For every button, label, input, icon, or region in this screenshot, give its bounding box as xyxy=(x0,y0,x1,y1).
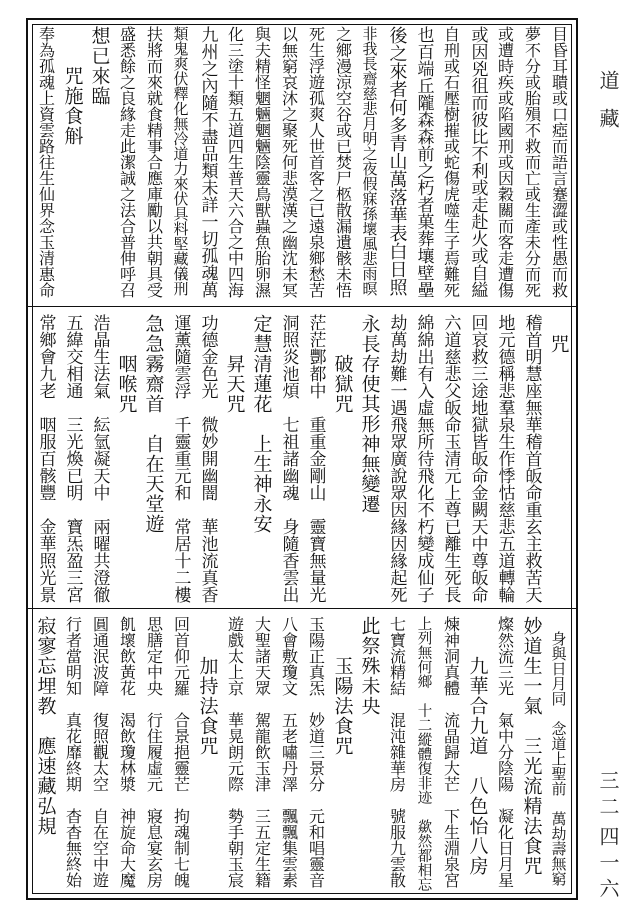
text-column: 永長存使其形神無變遷 xyxy=(358,314,381,514)
text-column: 回哀救三途地獄皆皈命金闕天中尊皈命 xyxy=(467,314,488,603)
canon-title: 藏 xyxy=(596,108,620,134)
text-column: 咒施食斛 xyxy=(61,26,84,146)
text-section-3 xyxy=(32,616,572,894)
text-column: 寂寥忘埋教 應速藏弘規 xyxy=(34,616,57,836)
text-column: 圓通泯波障 復照觀太空 自在空中遊 xyxy=(90,616,110,888)
text-column: 運薰隨雲浮 千靈重元和 常居十二樓 xyxy=(170,314,191,603)
text-column: 以無窮哀沐之聚死何悲漠漢之幽沈未冥 xyxy=(279,26,299,298)
text-column: 茫茫酆都中 重重金剛山 靈寶無量光 xyxy=(305,314,326,603)
text-column: 類鬼爽伏釋化無冷道力來伏具料堅藏儀刑 xyxy=(171,26,190,296)
text-column: 扶將而來就食精事合應庫勵以共朝具受 xyxy=(144,26,164,298)
text-column: 急急霧齋首 自在天堂遊 xyxy=(142,314,165,534)
text-column: 身與日月同 念道上聖前 萬劫壽無窮 xyxy=(549,616,568,886)
text-column: 玉陽正真炁 妙道三景分 元和唱靈音 xyxy=(306,616,326,888)
text-column: 定慧清蓮花 上生神永安 xyxy=(250,314,273,534)
text-column: 或遭時疾或陷國刑或因穀關而客走遭傷 xyxy=(495,26,515,298)
text-column: 燦然流三光 氣中分陰陽 凝化日月星 xyxy=(495,616,515,888)
text-column: 綿綿出有入虛無所待飛化不朽變成仙子 xyxy=(413,314,434,603)
text-column: 九州之內隨不盡品類未詳一切孤魂萬 xyxy=(197,26,218,298)
text-column: 目昏耳聵或口瘂而語言蹇澀或性愚而救 xyxy=(549,26,569,298)
text-column: 稽首明慧座無華稽首皈命重玄主救苦天 xyxy=(521,314,542,603)
collection-title: 道 xyxy=(596,70,620,96)
text-column: 回首仰元羅 合景挹靈芒 拘魂制七魄 xyxy=(171,616,191,888)
text-column: 劫萬劫難一遇飛眾廣說眾因緣因緣起死 xyxy=(386,314,407,603)
text-column: 煉神洞真體 流晶歸大芒 下生淵泉宮 xyxy=(441,616,461,888)
text-column: 或因兇徂而彼比不利或走赴火或自縊 xyxy=(467,26,488,298)
text-column: 八會敷瓊文 五老嘯丹澤 飄飄集雲素 xyxy=(279,616,299,888)
text-column: 上列無何鄉 十二縱體復非迹 歘然都相忘 xyxy=(415,616,432,892)
section-divider-2 xyxy=(26,608,578,609)
text-column: 想已來臨 xyxy=(88,26,111,106)
text-column: 六道慈悲父皈命玉清元上尊已離生死長 xyxy=(440,314,461,603)
text-column: 昇天咒 xyxy=(223,314,246,414)
text-column: 之鄉漫涼空谷或已焚尸柩散漏遺骸未悟 xyxy=(333,26,353,298)
text-column: 夢不分或胎殞不救而亡或生產未分而死 xyxy=(522,26,542,298)
text-column: 大聖諸天眾 駕龍飲玉津 三五定生籍 xyxy=(252,616,272,888)
volume-number: 三二 xyxy=(596,770,620,822)
text-column: 非我長齋慈悲月明之夜假寐孫壞風悲雨暝 xyxy=(360,26,379,296)
text-column: 飢壞飲黃花 渴飲瓊林漿 神旋命大魔 xyxy=(117,616,137,888)
page-number: 四一六 xyxy=(596,826,620,904)
text-column: 玉陽法食咒 xyxy=(331,616,354,756)
text-column: 加持法食咒 xyxy=(196,616,219,756)
text-column: 思膳定中央 行住履虛元 寢息宴玄房 xyxy=(144,616,164,888)
text-section-1 xyxy=(32,26,572,302)
text-column: 破獄咒 xyxy=(331,314,354,414)
text-column: 自刑或石壓樹摧或蛇傷虎噬生子焉難死 xyxy=(441,26,461,298)
text-column: 九華合九道 八色怡八房 xyxy=(466,616,489,876)
text-column: 七寶流精結 混沌雜華房 號服九雲散 xyxy=(387,616,407,888)
text-column: 後之來者何多青山萬落華表白日照 xyxy=(386,26,408,296)
text-column: 與夫精怪魍魎魍魎陰靈鳥獸蟲魚胎卵濕 xyxy=(252,26,272,298)
text-column: 也百端丘隴森森前之朽者菓葬壤壁壘 xyxy=(413,26,434,298)
text-column: 奉為孤魂上資雲路往生仙界念玉清惠命 xyxy=(36,26,56,298)
text-column: 行者當明知 真花靡終期 杳杳無終始 xyxy=(63,616,83,888)
text-column: 盛悉餘之良緣走此潔誠之法合普伸呼召 xyxy=(117,26,137,298)
text-column: 死生浮遊孤爽人世首客之已遠泉鄉愁苦 xyxy=(306,26,326,298)
text-column: 遊戲太上京 華晃朗元際 勢手朝玉宸 xyxy=(225,616,245,888)
text-column: 化三塗十類五道四生普天六合之中四海 xyxy=(225,26,245,298)
text-column: 常鄉會九老 咽服百骸豐 金華照光景 xyxy=(35,314,56,603)
text-column: 此祭殊未央 xyxy=(358,616,381,716)
text-column: 地元德稱悲羣泉生作悸怙慈悲五道轉輪 xyxy=(494,314,515,603)
text-column: 五緯交相通 三光煥已明 寶炁盈三宮 xyxy=(62,314,83,603)
text-section-2 xyxy=(32,314,572,604)
text-column: 咽喉咒 xyxy=(115,314,138,414)
section-divider-1 xyxy=(26,306,578,307)
text-column: 咒 xyxy=(547,314,570,354)
text-column: 妙道生一氣 三光流精法食咒 xyxy=(520,616,543,876)
text-column: 功德金色光 微妙開幽闇 華池流真香 xyxy=(197,314,218,603)
text-column: 洞照炎池煩 七祖諸幽魂 身隨香雲出 xyxy=(278,314,299,603)
text-column: 浩晶生法氣 紜氫凝天中 兩曜共澄徹 xyxy=(89,314,110,603)
